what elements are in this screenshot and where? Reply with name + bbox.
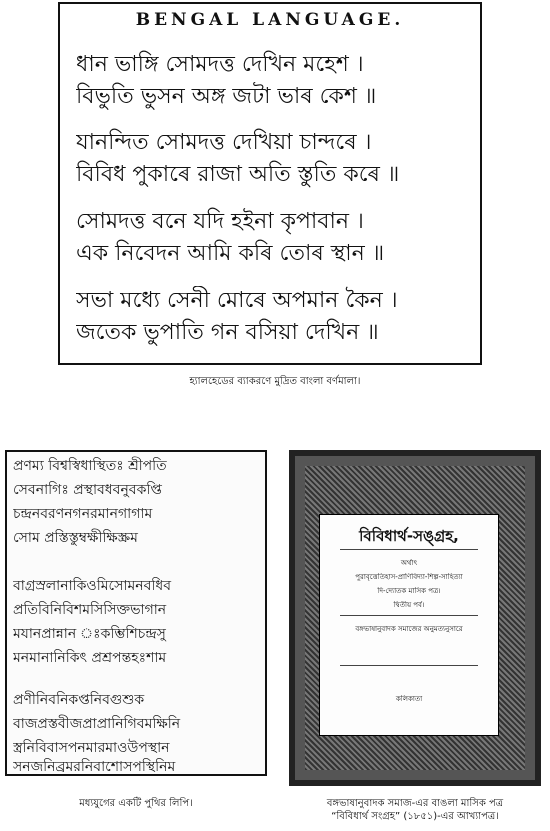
verse-line: বিভুতি ভুসন অঙ্গ জটা ভাৰ কেশ ॥ <box>76 84 377 109</box>
manuscript-line: সনজনিব্রমরনিবাশোসপস্থিনিম <box>13 759 176 775</box>
divider <box>340 665 478 666</box>
specimen-caption: হ্যালহেডের ব্যাকরণে মুদ্রিত বাংলা বর্ণমালা। <box>189 376 361 387</box>
manuscript-line: প্রণীনিবনিকপ্তনিবগুশুক <box>13 692 145 708</box>
manuscript-line: চন্দ্রনবরণনগনরমানগাগাম <box>13 506 153 522</box>
verse-line: সভা মধ্যে সেনী মোৰে অপমান কৈন । <box>76 288 398 313</box>
journal-caption-line-2: “বিবিধার্থ সংগ্রহ” (১৮৫১)-এর আখ্যাপত্র। <box>331 811 499 822</box>
manuscript-line: প্রণম্য বিশ্বস্বিধাস্থিতঃ শ্রীপতি <box>13 458 167 474</box>
title-page-line: কলিকাতা <box>395 695 423 703</box>
verse-line: জতেক ভুপাতি গন বসিয়া দেখিন ॥ <box>76 320 379 345</box>
title-page-line: অর্থাৎ <box>400 559 418 567</box>
manuscript-line: বাজপ্রস্তবীজপ্রাপ্রানিগিবমক্ষিনি <box>13 716 181 732</box>
verse-line: এক নিবেদন আমি কৰি তোৰ স্থান ॥ <box>76 241 385 266</box>
specimen-title: BENGAL LANGUAGE. <box>135 10 405 30</box>
manuscript-line: স্ত্রনিবিবাসপনমারমাওউপস্থান <box>13 740 170 756</box>
bengal-language-specimen <box>58 2 482 365</box>
manuscript-line: মযানপ্রান্নান ঃকম্ভিশিচন্দ্রসু <box>13 626 166 642</box>
title-page-line: দ্বিতীয় পর্ব। <box>393 601 425 609</box>
manuscript-line: মনমানানিকিৎ প্রশ্রপন্তহঃশাম <box>13 650 167 666</box>
verse-line: বিবিধ পুকাৰে রাজা অতি স্তুতি কৰে ॥ <box>76 162 400 187</box>
manuscript-line: প্রতিবিনিবিশমসিসিক্তভাগান <box>13 602 167 618</box>
manuscript-line: সেবনাগিঃ প্রস্থাবধবনুবকপ্তি <box>13 482 162 498</box>
journal-caption-line-1: বঙ্গভাষানুবাদক সমাজ-এর বাঙলা মাসিক পত্র <box>326 798 504 809</box>
divider <box>340 615 478 616</box>
title-page-line: পুরাবৃত্তেতিহাস-প্রাণিবিদ্যা-শিল্প-সাহিত্যা <box>355 573 463 581</box>
manuscript-line: বাগ্রস্রলানাকিওমিসোমনবধিব <box>13 578 172 594</box>
title-page-line: বঙ্গভাষানুবাদক সমাজের অনুমত্যনুসারে <box>355 625 463 633</box>
divider <box>340 549 478 550</box>
verse-line: ধান ভাঙ্গি সোমদত্ত দেখিন মহেশ । <box>76 52 364 77</box>
manuscript-caption: মধ্যযুগের একটি পুথির লিপি। <box>79 798 193 809</box>
manuscript-image <box>5 450 267 776</box>
verse-line: যানন্দিত সোমদত্ত দেখিয়া চান্দৰে । <box>76 130 372 155</box>
verse-line: সোমদত্ত বনে যদি হইনা কৃপাবান । <box>76 209 364 234</box>
title-page-line: দি-দ্যোতক মাসিক পত্র। <box>377 587 441 595</box>
journal-title: বিবিধার্থ-সঙ্গ্রহ, <box>359 527 459 545</box>
manuscript-line: সোম প্রস্তিস্তুম্বক্ষীক্ষিস্ক্রম <box>13 530 138 546</box>
title-page <box>319 514 499 736</box>
journal-title-page-image <box>289 450 541 786</box>
